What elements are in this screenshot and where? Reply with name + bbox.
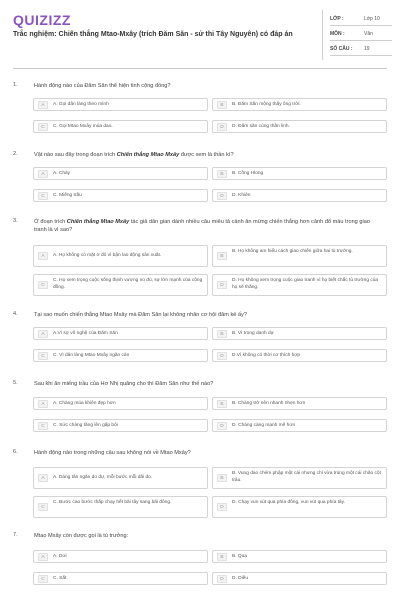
answer-option-c[interactable]: C C. Sắt [33, 572, 208, 585]
answer-option-d[interactable]: D D.Vì không có thời cơ thích hợp [212, 349, 387, 362]
answer-option-d[interactable]: D D. Đăm săn cúng thần linh. [212, 120, 387, 133]
question-number: 1. [13, 82, 18, 88]
header-divider [322, 10, 323, 60]
answer-option-d[interactable]: D D. Chạy vun vút qua phía đông, vun vút qua phía tây. [212, 496, 387, 518]
meta-label: MÔN : [330, 31, 345, 37]
answer-option-c[interactable]: C C. Họ xem trọng cuộc sống thịnh vượng no đủ, sự lớn mạnh của cộng đồng. [33, 274, 208, 296]
question-number: 2. [13, 151, 18, 157]
question-number: 6. [13, 449, 18, 455]
answer-option-c[interactable]: C C. Vì dân làng Mtao Mxây ngăn cản [33, 349, 208, 362]
answer-option-a[interactable]: A A. Họ không có mặt ở đó vì bận lao động sản xuất. [33, 245, 208, 267]
question-text: Hành động nào của Đăm Săn thể hiện tinh cộng đồng? [34, 83, 171, 89]
answer-option-a[interactable]: A A. Chày [33, 167, 208, 180]
answer-option-a[interactable]: A A. Dáng tấn ngăn do dự, mỗi bước mỗi dãi do. [33, 467, 208, 489]
meta-value: 19 [364, 46, 370, 52]
answer-option-c[interactable]: C C. Bước cao bước thấp chạy hết bãi tây sang bãi đông. [33, 496, 208, 518]
answer-option-c[interactable]: C C. Gọi Mtao Mxây múa dao. [33, 120, 208, 133]
question-text: Vật nào sau đây trong đoạn trích Chiến thắng Mtao Mxây được xem là thần kì? [34, 152, 234, 158]
answer-option-b[interactable]: B B. Cồng Hlong [212, 167, 387, 180]
answer-option-d[interactable]: D D. Họ không xem trọng cuộc giao tranh vì họ biết chắc tù trưởng của họ sẽ thắng. [212, 274, 387, 296]
question-number: 7. [13, 532, 18, 538]
question-number: 4. [13, 311, 18, 317]
header-underline [13, 68, 387, 69]
answer-option-b[interactable]: B B. Quạ [212, 550, 387, 563]
answer-option-d[interactable]: D D. Khiên [212, 189, 387, 202]
question-text: Hành động nào trong những câu sau không nói về Mtao Mxây? [34, 450, 191, 456]
answer-option-c[interactable]: C C. Miếng trầu [33, 189, 208, 202]
meta-value: Văn [364, 31, 373, 37]
question-number: 5. [13, 380, 18, 386]
meta-label: SỐ CÂU : [330, 46, 353, 52]
question-text: Ở đoạn trích Chiến thắng Mtao Mxây tác giả dân gian dành nhiều câu miêu tả cảnh ăn mừng chiến thắng hơn cảnh đổ máu trong giao tranh là vì sao? [34, 219, 370, 233]
question-text: Sau khi ăn miếng trầu của Hơ Nhị quăng cho thì Đăm Săn như thế nào? [34, 381, 214, 387]
answer-option-b[interactable]: B B. Vung dao chém phập một cái nhưng chỉ vừa trúng một cái chão cột trâu. [212, 467, 387, 489]
quizizz-logo[interactable]: QUIZIZZ [13, 12, 71, 28]
answer-option-b[interactable]: B B. Đăm Săn mộng thấy ông trời. [212, 98, 387, 111]
meta-label: LỚP : [330, 16, 344, 22]
answer-option-b[interactable]: B B. Chàng trở nên nhanh nhẹn hơn [212, 397, 387, 410]
page-title: Trắc nghiệm: Chiến thắng Mtao-Mxây (trích Đăm Săn - sử thi Tây Nguyên) có đáp án [13, 31, 293, 38]
question-text: Mtao Mxây còn được gọi là tù trưởng: [34, 533, 129, 539]
answer-option-d[interactable]: D D. Diều [212, 572, 387, 585]
question-text: Tại sao muốn chiến thắng Mtao Mxây mà Đăm Săn lại không nhân cơ hội đâm kẻ ấy? [34, 312, 247, 318]
answer-option-a[interactable]: A A. Gọi dân làng theo mình [33, 98, 208, 111]
answer-option-a[interactable]: A A. Chàng múa khiên đẹp hơn [33, 397, 208, 410]
worksheet-header [0, 0, 400, 66]
answer-option-a[interactable]: A A. Dơi [33, 550, 208, 563]
answer-option-a[interactable]: A A.Vì sợ võ nghệ của Đăm Săn [33, 327, 208, 340]
question-number: 3. [13, 218, 18, 224]
answer-option-b[interactable]: B B. Họ không am hiểu cách giao chiến giữa hai tù trưởng. [212, 245, 387, 267]
meta-value: Lớp 10 [364, 16, 380, 22]
answer-option-c[interactable]: C C. Sức chàng tăng lên gấp bội [33, 419, 208, 432]
answer-option-b[interactable]: B B. Vì trọng danh dự [212, 327, 387, 340]
answer-option-d[interactable]: D D. Chàng càng mạnh mẽ hơn [212, 419, 387, 432]
